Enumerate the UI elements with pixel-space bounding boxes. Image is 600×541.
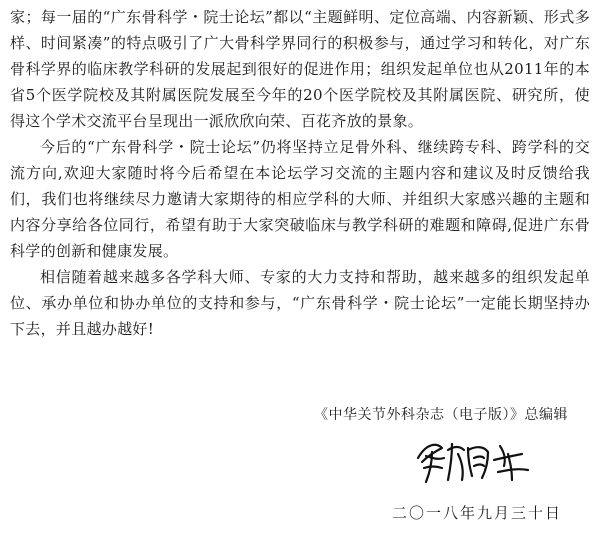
signing-date: 二〇一八年九月三十日 xyxy=(391,504,562,522)
paragraph-3: 相信随着越来越多各学科大师、专家的大力支持和帮助，越来越多的组织发起单位、承办单位和协办单位的支持和参与，“广东骨科学・院士论坛”一定能长期坚持办下去，并且越办越好! xyxy=(10,268,590,338)
paragraph-2: 今后的“广东骨科学・院士论坛”仍将坚持立足骨外科、继续跨专科、跨学科的交流方向,欢迎大家随时将今后希望在本论坛学习交流的主题内容和建议及时反馈给我们，我们也将继续尽力邀请大家期待的相应学科的大师、并组织大家感兴趣的主题和内容分享给各位同行，希望有助于大家突破临床与教学科研的难题和障碍,促进广东骨科学的创新和健康发展。 xyxy=(10,138,590,260)
signature-image xyxy=(408,436,558,486)
letter-body xyxy=(10,4,590,342)
editor-in-chief-title: 《中华关节外科杂志（电子版）》总编辑 xyxy=(314,407,568,423)
handwritten-signature xyxy=(408,436,558,486)
paragraph-1: 家；每一届的“广东骨科学・院士论坛”都以“主题鲜明、定位高端、内容新颖、形式多样、时间紧凑”的特点吸引了广大骨科学界同行的积极参与，通过学习和转化，对广东骨科学界的临床教学科研的发展起到很好的促进作用；组织发起单位也从2011年的本省5个医学院校及其附属医院发展至今年的20个医学院校及其附属医院、研究所，使得这个学术交流平台呈现出一派欣欣向荣、百花齐放的景象。 xyxy=(10,8,590,130)
